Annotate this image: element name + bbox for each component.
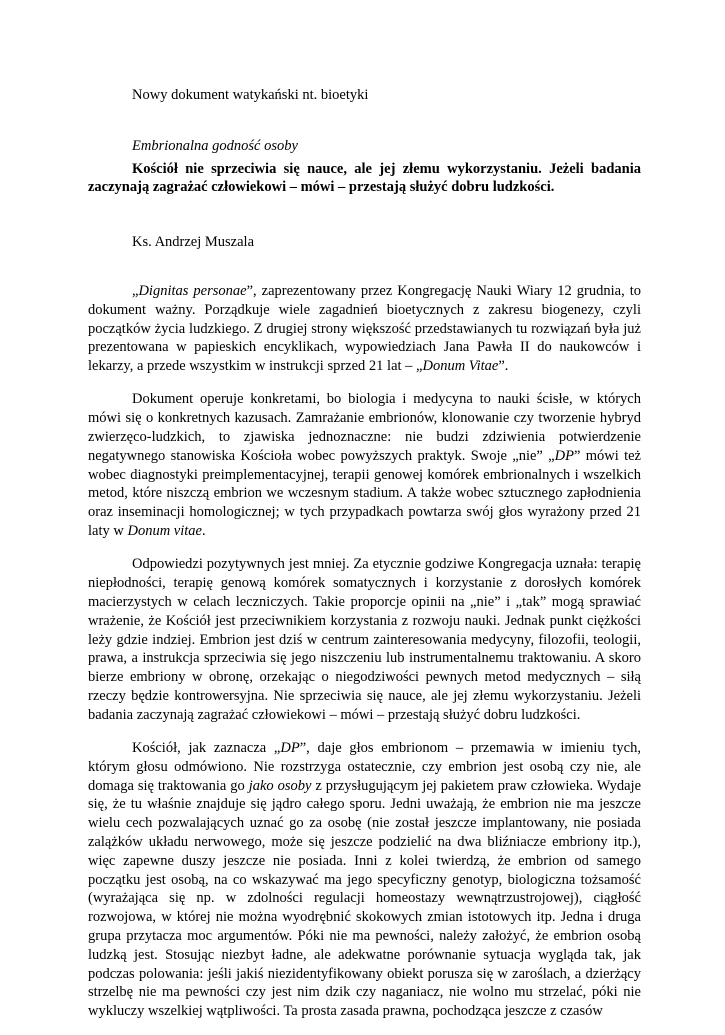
paragraph-1-title-italic-2: Donum Vitae (422, 358, 499, 375)
paragraph-4-text-b: ”, daje głos embrionom – przemawia w imieniu tych, którym głosu odmówiono. Nie rozstrzyga ostatecznie, czy embrion jest osobą czy nie, ale domaga się traktowania go (88, 740, 641, 794)
paragraph-1-open-quote: „ (132, 282, 139, 299)
paragraph-4-italic: DP (280, 740, 300, 757)
paragraph-1-title-italic: Dignitas personae (138, 282, 247, 299)
paragraph-2-text-a: Dokument operuje konkretami, bo biologia i medycyna to nauki ścisłe, w których mówi się o konkretnych kazusach. Zamrażanie embrionów, klonowanie czy tworzenie hybryd zwierzęco-ludzkich, to zjawiska jednoznaczne: nie budzi zdziwienia potwierdzenie negatywnego stanowiska Kościoła wobec powyższych praktyk. Swoje „nie” „ (88, 391, 641, 464)
paragraph-2-text-c: . (201, 523, 206, 540)
paragraph-2-italic: DP (554, 447, 574, 464)
document-page (88, 86, 641, 1035)
paragraph-1-text: ”, zaprezentowany przez Kongregację Nauki Wiary 12 grudnia, to dokument ważny. Porządkuje wiele zagadnień bioetycznych z zakresu biogenezy, czyli początków życia ludzkiego. Z drugiej strony większość przedstawianych tu rozwiązań była już prezentowana w papieskich encyklikach, wypowiedziach Jana Pawła II do naukowców i lekarzy, a przede wszystkim w instrukcji sprzed 21 lat – „ (88, 282, 642, 375)
document-title: Nowy dokument watykański nt. bioetyki (132, 87, 369, 103)
document-subtitle: Embrionalna godność osoby (132, 137, 298, 154)
paragraph-2 (88, 390, 641, 540)
paragraph-4 (88, 739, 641, 1021)
paragraph-3-text: Odpowiedzi pozytywnych jest mniej. Za etycznie godziwe Kongregacja uznała: terapię niepłodności, terapię genową komórek somatycznych i korzystanie z dorosłych komórek macierzystych w celach leczniczych. Takie proporcje opinii na „nie” i „tak” mogą sprawiać wrażenie, że Kościół jest przeciwnikiem korzystania z rozwoju nauki. Jednak punkt ciężkości leży gdzie indziej. Embrion jest dziś w centrum zainteresowania medycyny, filozofii, teologii, prawa, a instrukcja sprzeciwia się jego niszczeniu lub instrumentalnemu traktowaniu. A skoro bierze embriony w obronę, orzekając o niegodziwości pewnych metod medycznych – siłą rzeczy będzie kontrowersyjna. Nie sprzeciwia się nauce, ale jej złemu wykorzystaniu. Jeżeli badania zaczynają zagrażać człowiekowi – mówi – przestają służyć dobru ludzkości. (88, 556, 641, 723)
paragraph-4-text-c: z przysługującym jej pakietem praw człowieka. Wydaje się, że tu właśnie znajduje się jądro całego sporu. Jedni uważają, że embrion nie ma jeszcze wielu cech pozwalających uznać go za osobę (nie został jeszcze implantowany, nie posiada zalążków układu nerwowego, może się jeszcze podzielić na dwa bliźniacze embriony itp.), więc zapewne duszy jeszcze nie posiada. Inni z kolei twierdzą, że embrion od samego początku jest osobą, na co wskazywać ma jego specyficzny genotyp, biologiczna tożsamość (wyrażająca się np. w zdolności regulacji homeostazy wewnątrzustrojowej), ciągłość rozwojowa, w której nie można wyodrębnić skokowych zmian istotowych itp. Jedna i druga grupa przytacza moc argumentów. Póki nie ma pewności, należy założyć, że embrion osobą ludzką jest. Stosując niezbyt ładne, ale adekwatne porównanie sytuacja wygląda tak, jak podczas polowania: jeśli jakiś niezidentyfikowany obiekt porusza się w zaroślach, a dzierżący strzelbę nie ma pewności czy jest nim dzik czy naganiacz, nie wolno mu strzelać, póki nie wykluczy wszelkiej wątpliwości. Ta prosta zasada prawna, pochodząca jeszcze z czasów (88, 777, 642, 1020)
lead-paragraph: Kościół nie sprzeciwia się nauce, ale jej złemu wykorzystaniu. Jeżeli badania zaczynają zagrażać człowiekowi – mówi – przestają służyć dobru ludzkości. (88, 160, 641, 196)
paragraph-2-text-b: ” mówi też wobec diagnostyki preimplementacyjnej, terapii genowej komórek embrionalnych i wszelkich metod, które niszczą embrion we wczesnym stadium. A także wobec sztucznego zapłodnienia oraz inseminacji homologicznej; w tych przypadkach powtarza swój głos wyrażony przed 21 laty w (88, 447, 641, 540)
paragraph-1 (88, 282, 641, 376)
paragraph-3 (88, 555, 641, 724)
author-line: Ks. Andrzej Muszala (132, 234, 255, 251)
paragraph-2-italic-2: Donum vitae (127, 523, 202, 540)
paragraph-4-text-a: Kościół, jak zaznacza „ (132, 740, 281, 757)
paragraph-1-close: ”. (498, 358, 509, 375)
paragraph-4-italic-2: jako osoby (248, 777, 312, 794)
